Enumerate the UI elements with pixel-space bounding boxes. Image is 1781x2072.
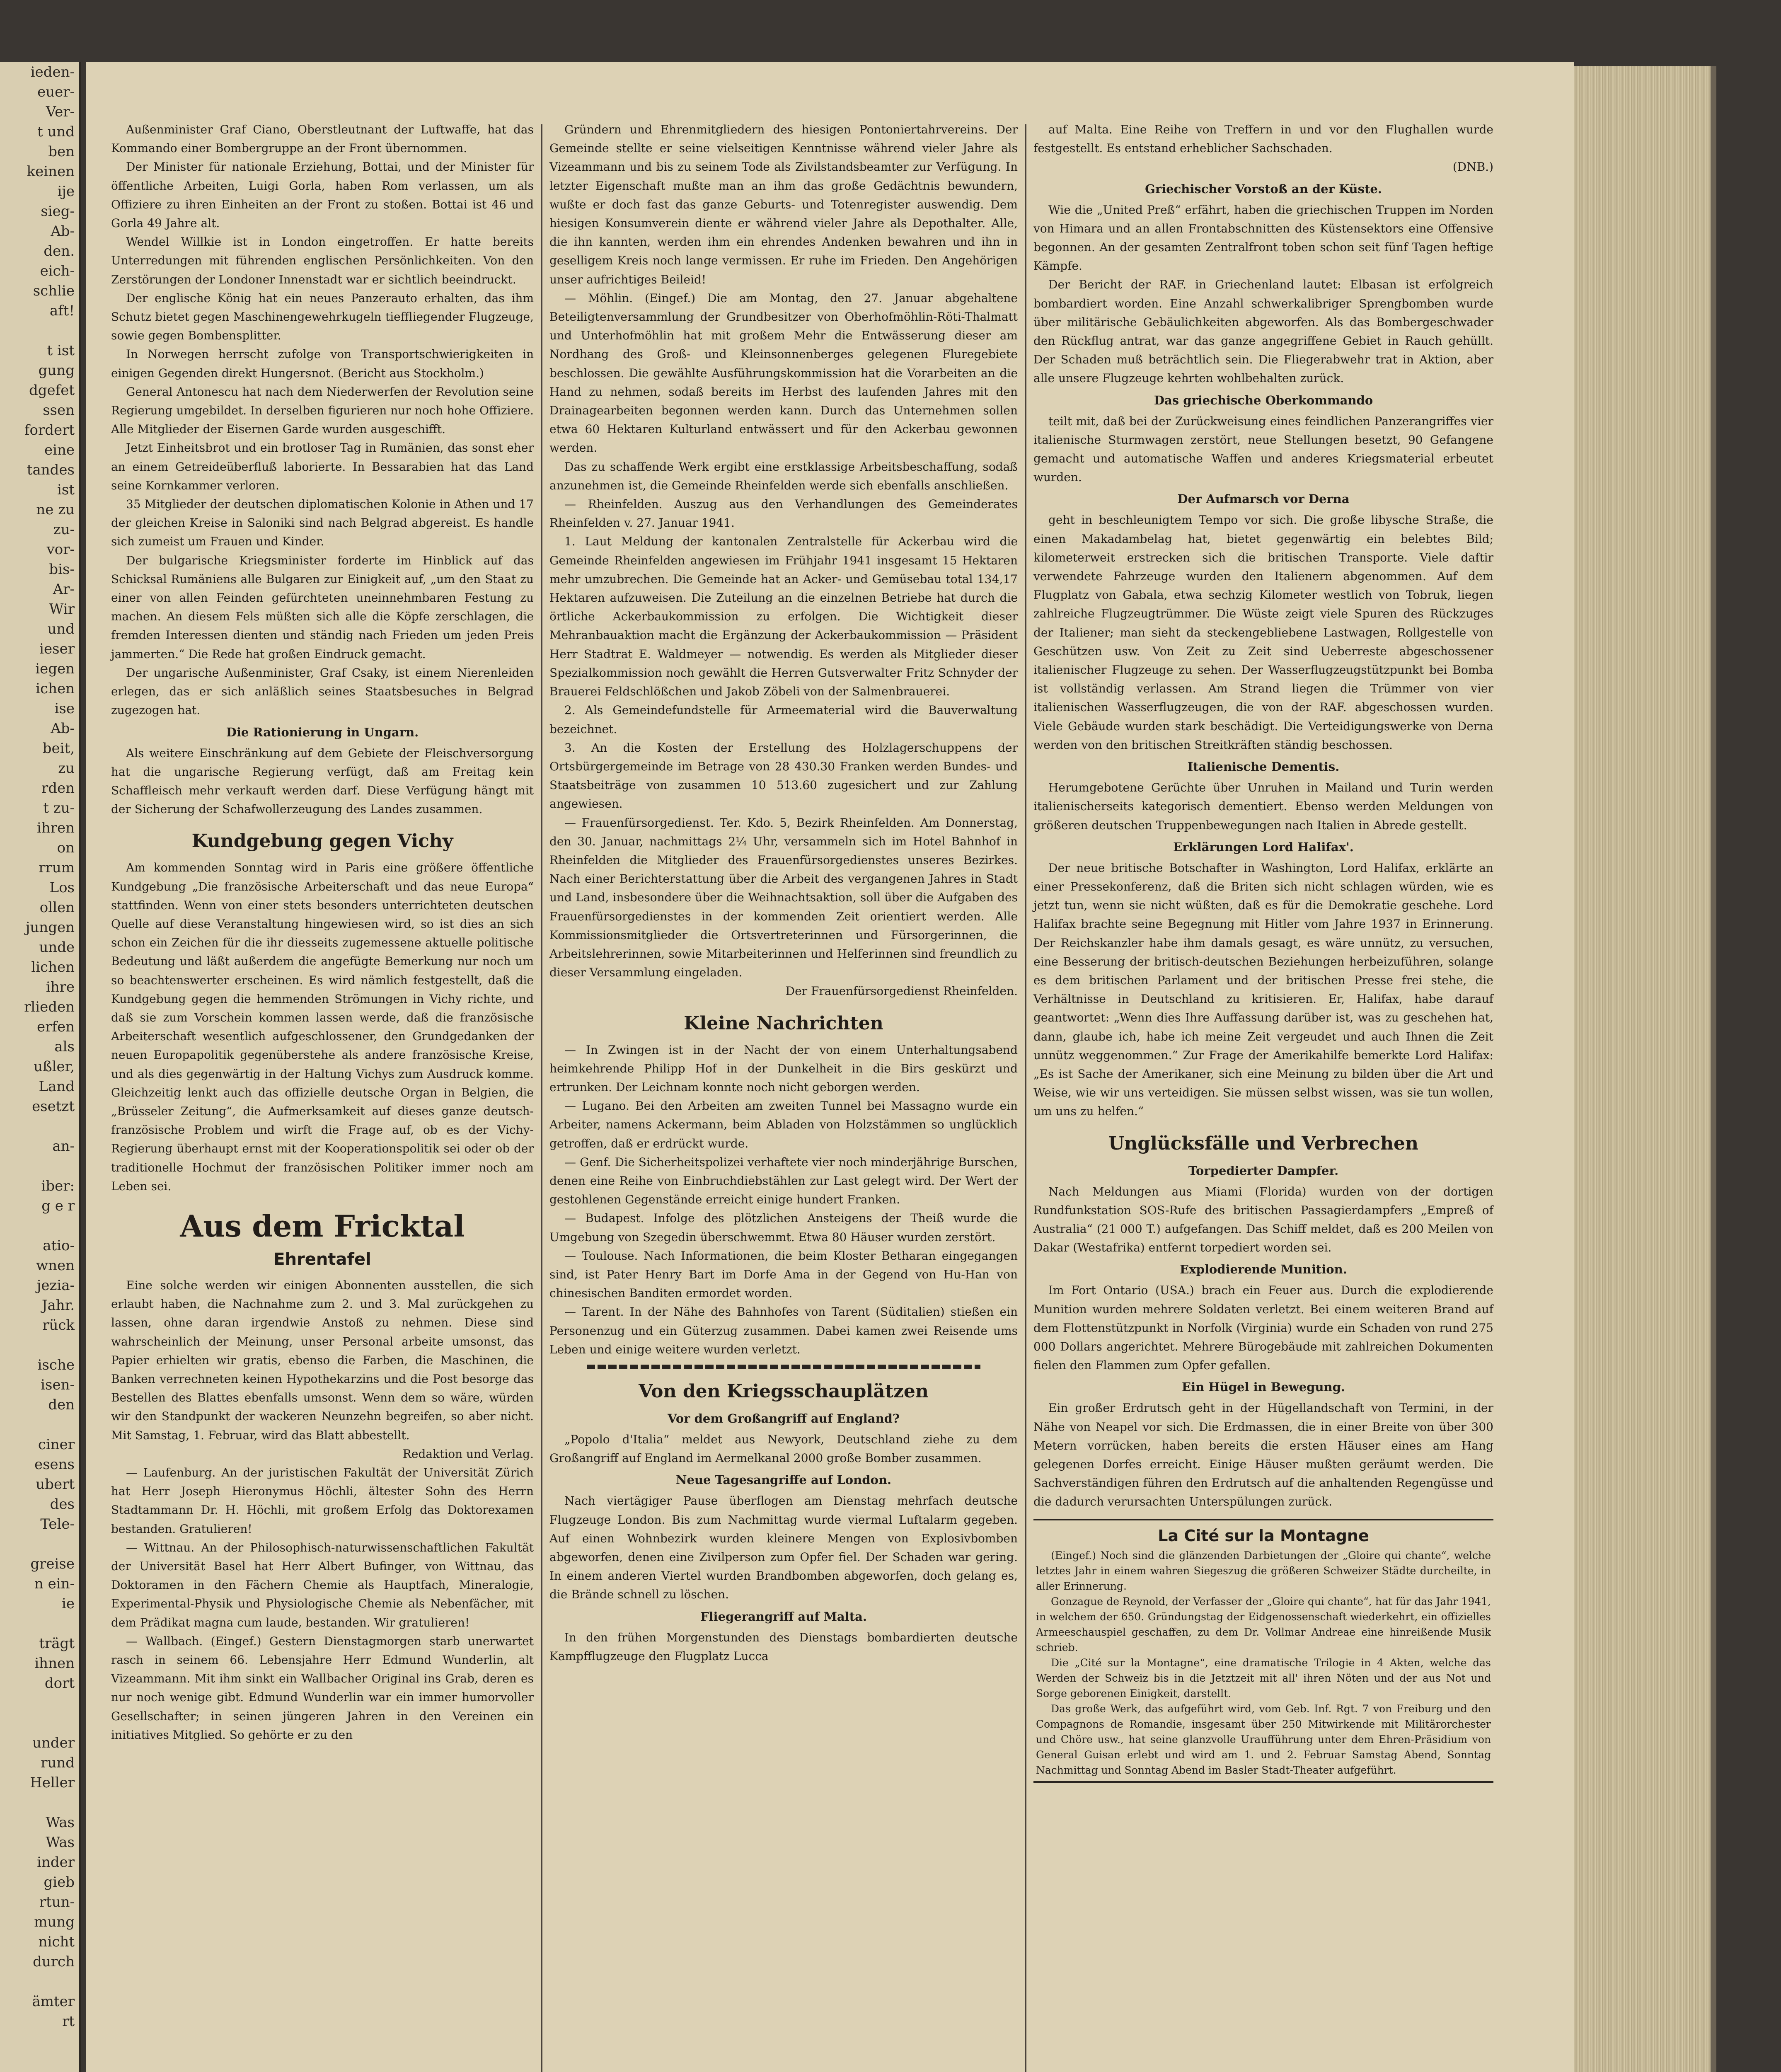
article-paragraph: — Wallbach. (Eingef.) Gestern Dienstagmorgen starb unerwartet rasch in seinem 66. Lebensjahre Herr Edmund Wunderlin, alt Vizeammann. Mit ihm sinkt ein Wallbacher Original ins Grab, deren es nur noch wenige gibt. Edmund Wunderlin war ein immer humorvoller Gesellschafter; in seinen jüngeren Jahren in den Vereinen ein initiatives Mitglied. So gehörte er zu den xyxy=(111,1634,534,1742)
article-paragraph: — Möhlin. (Eingef.) Die am Montag, den 27. Januar abgehaltene Beteiligtenversammlung der Grundbesitzer von Oberhofmöhlin-Röti-Thalmatt und Unterhofmöhlin hat mit großem Mehr die Entwässerung dieser am Nordhang des Groß- und Kleinsonnenberges gelegenen Fluregebiete beschlossen. Die gewählte Ausführungskommission hat die Vorarbeiten an die Hand zu nehmen, sodaß bereits im Herbst des laufenden Jahres mit den Drainagearbeiten begonnen werden kann. Durch das Unternehmen sollen etwa 60 Hektaren Kulturland entwässert und für den Ackerbau gewonnen werden. xyxy=(549,291,1018,455)
previous-page-edge xyxy=(0,62,81,2072)
previous-page-fragment: Jahr. xyxy=(41,1297,75,1314)
article-paragraph: Der neue britische Botschafter in Washington, Lord Halifax, erklärte an einer Pressekonferenz, daß die Briten sich nicht schlagen würden, wie es jetzt tun, wenn sie nicht wüßten, daß es für die Demokratie geschehe. Lord Halifax brachte seine Begegnung mit Hitler vom Jahre 1937 in Erinnerung. Der Reichskanzler habe ihm damals gesagt, es wäre unnütz, zu versuchen, eine Besserung der britisch-deutschen Beziehungen herbeizuführen, solange es dem britischen Parlament und der britischen Presse frei stehe, die Verhältnisse in Deutschland zu kritisieren. Er, Halifax, habe darauf geantwortet: „Wenn dies Ihre Auffassung darüber ist, was zu geschehen hat, dann, glaube ich, habe ich meine Zeit vergeudet und auch Ihnen die Zeit unnütz weggenommen.“ Zur Frage der Amerikahilfe bemerkte Lord Halifax: „Es ist Sache der Amerikaner, sich eine Meinung zu bilden über die Art und Weise, wie wir uns verteidigen. Sie müssen selbst wissen, was sie tun wollen, um uns zu helfen.“ xyxy=(1033,861,1493,1118)
previous-page-fragment: tandes xyxy=(27,462,75,478)
article-paragraph: Außenminister Graf Ciano, Oberstleutnant der Luftwaffe, hat das Kommando einer Bombergruppe an der Front übernommen. xyxy=(111,123,534,155)
article-paragraph: Nach Meldungen aus Miami (Florida) wurden von der dortigen Rundfunkstation SOS-Rufe des britischen Passagierdampfers „Empreß of Australia“ (21 000 T.) aufgefangen. Das Schiff meldet, daß es 200 Meilen von Dakar (Westafrika) entfernt torpediert worden sei. xyxy=(1033,1184,1493,1255)
previous-page-fragment: fordert xyxy=(24,422,75,438)
previous-page-fragment xyxy=(0,1116,79,1136)
article-paragraph: Als weitere Einschränkung auf dem Gebiete der Fleischversorgung hat die ungarische Regierung verfügt, daß am Freitag kein Schaffleisch mehr verkauft werden darf. Diese Verfügung hängt mit der Sicherung der Schafwollerzeugung des Landes zusammen. xyxy=(111,746,534,816)
previous-page-fragment xyxy=(0,1415,79,1435)
article-paragraph: — In Zwingen ist in der Nacht der von einem Unterhaltungsabend heimkehrende Philipp Hof in der Dunkelheit in die Birs geskürzt und ertrunken. Der Leichnam konnte noch nicht geborgen werden. xyxy=(549,1043,1018,1094)
previous-page-fragment: ie xyxy=(62,1595,75,1612)
previous-page-fragment: Was xyxy=(46,1834,75,1851)
article-headline: Ehrentafel xyxy=(273,1249,371,1269)
previous-page-fragment: sieg- xyxy=(41,203,75,220)
previous-page-fragment: ise xyxy=(54,700,75,717)
previous-page-fragment: iegen xyxy=(35,661,75,677)
article-paragraph: — Wittnau. An der Philosophisch-naturwissenschaftlichen Fakultät der Universität Basel hat Herr Albert Bufinger, von Wittnau, das Doktoramen in den Fächern Chemie als Hauptfach, Mineralogie, Experimental-Physik und Physiologische Chemie als Nebenfächer, mit dem Prädikat magna cum laude, bestanden. Wir gratulieren! xyxy=(111,1540,534,1629)
section-headline: Aus dem Fricktal xyxy=(180,1208,465,1244)
section-headline: Von den Kriegsschauplätzen xyxy=(639,1381,929,1402)
previous-page-fragment: ije xyxy=(57,183,75,200)
previous-page-fragment: lichen xyxy=(31,959,75,975)
article-paragraph: — Laufenburg. An der juristischen Fakultät der Universität Zürich hat Herr Joseph Hieronymus Höchli, ältester Sohn des Herrn Stadtammann Dr. H. Höchli, mit großem Erfolg das Doktorexamen bestanden. Gratulieren! xyxy=(111,1466,534,1536)
article-paragraph: „Popolo d'Italia“ meldet aus Newyork, Deutschland ziehe zu dem Großangriff auf England im Aermelkanal 2000 große Bomber zusammen. xyxy=(549,1433,1018,1465)
announcement-title: La Cité sur la Montagne xyxy=(1158,1526,1369,1545)
previous-page-fragment: rund xyxy=(41,1755,75,1771)
previous-page-fragment: rden xyxy=(41,780,75,796)
previous-page-fragment xyxy=(0,1156,79,1176)
previous-page-fragment: on xyxy=(57,840,75,856)
previous-page-fragment: ollen xyxy=(39,899,75,916)
newspaper-page xyxy=(86,62,1574,2072)
previous-page-fragment: ieden- xyxy=(30,64,75,80)
section-subheading: Vor dem Großangriff auf England? xyxy=(668,1411,900,1426)
previous-page-fragment: ieser xyxy=(39,641,75,657)
article-paragraph: Im Fort Ontario (USA.) brach ein Feuer aus. Durch die explodierende Munition wurden mehrere Soldaten verletzt. Bei einem weiteren Brand auf dem Flottenstützpunkt in Norfolk (Virginia) wurde ein Schaden von rund 275 000 Dollars angerichtet. Mehrere Bürogebäude mit zahlreichen Dokumenten fielen den Flammen zum Opfer gefallen. xyxy=(1033,1283,1493,1372)
previous-page-fragment: ne zu xyxy=(36,501,75,518)
section-subheading: Das griechische Oberkommando xyxy=(1154,393,1373,407)
article-paragraph: geht in beschleunigtem Tempo vor sich. Die große libysche Straße, die einen Makadambelag hat, bietet gegenwärtig ein belebtes Bild; kilometerweit erstrecken sich die britischen Transporte. Viele daftir verwendete Fahrzeuge wurden den Italienern abgenommen. Auf dem Flugplatz von Gabala, etwa sechzig Kilometer westlich von Tobruk, liegen zahlreiche Flugzeugtrümmer. Die Wüste zeigt viele Spuren des Rückzuges der Italiener; man sieht da steckengebliebene Lastwagen, Rollgestelle von Geschützen usw. Von Zeit zu Zeit sind Ueberreste abgeschossener italienischer Flugzeuge zu sehen. Der Wasserflugzeugstützpunkt bei Bomba ist vollständig verlassen. Am Strand liegen die Trümmer von vier italienischen Wasserflugzeugen, die von der RAF. abgeschossen wurden. Viele Gebäude wurden stark beschädigt. Die Verteidigungswerke von Derna werden von den britischen Streitkräften ständig beschossen. xyxy=(1033,513,1493,752)
previous-page-fragment: als xyxy=(54,1038,75,1055)
previous-page-fragment xyxy=(0,2051,79,2071)
previous-page-fragment: ben xyxy=(48,143,75,160)
previous-page-fragment: mung xyxy=(34,1914,75,1930)
previous-page-fragment: aft! xyxy=(49,303,75,319)
article-paragraph: — Toulouse. Nach Informationen, die beim Kloster Betharan eingegangen sind, ist Pater Henry Bart im Dorfe Ama in der Gegend von Hu-Han von chinesischen Banditen ermordet worden. xyxy=(549,1249,1018,1300)
previous-page-fragment xyxy=(0,1713,79,1733)
column-1 xyxy=(111,120,534,1744)
section-subheading: Ein Hügel in Bewegung. xyxy=(1181,1380,1345,1394)
previous-page-fragment: t und xyxy=(37,123,75,140)
previous-page-fragment: ist xyxy=(57,482,75,498)
previous-page-fragment: Heller xyxy=(30,1774,75,1791)
article-paragraph: Gründern und Ehrenmitgliedern des hiesigen Pontoniertahrvereins. Der Gemeinde stellte er seine vielseitigen Kenntnisse während vieler Jahre als Vizeammann und bis zu seinem Tode als Zivilstandsbeamter zur Verfügung. In letzter Eigenschaft mußte man an ihm das große Gedächtnis bewundern, wußte er doch fast das ganze Geburts- und Totenregister auswendig. Dem hiesigen Konsumverein diente er während vieler Jahre als Depothalter. Alle, die ihn kannten, werden ihm ein ehrendes Andenken bewahren und ihn in geselligem Kreis noch lange vermissen. Er ruhe im Frieden. Den Angehörigen unser aufrichtiges Beileid! xyxy=(549,123,1018,286)
section-subheading: Neue Tagesangriffe auf London. xyxy=(675,1473,892,1487)
section-subheading: Der Aufmarsch vor Derna xyxy=(1177,492,1350,506)
announcement-paragraph: Gonzague de Reynold, der Verfasser der „Gloire qui chante“, hat für das Jahr 1941, in welchem der 650. Gründungstag der Eidgenossenschaft wiederkehrt, ein offizielles Armeeschauspiel geschaffen, zu dem Dr. Vollmar Andreae eine hinreißende Musik schrieb. xyxy=(1036,1595,1491,1653)
article-headline: Kundgebung gegen Vichy xyxy=(191,830,453,852)
article-paragraph: — Budapest. Infolge des plötzlichen Ansteigens der Theiß wurde die Umgebung von Szegedin überschwemmt. Etwa 80 Häuser wurden zerstört. xyxy=(549,1211,1018,1244)
previous-page-fragment: Tele- xyxy=(40,1516,75,1532)
article-paragraph: Das zu schaffende Werk ergibt eine erstklassige Arbeitsbeschaffung, sodaß anzunehmen ist, die Gemeinde Rheinfelden werde sich ebenfalls anschließen. xyxy=(549,460,1018,492)
section-subheading: Die Rationierung in Ungarn. xyxy=(226,725,419,739)
previous-page-fragment: zu- xyxy=(53,521,75,538)
section-subheading: Torpedierter Dampfer. xyxy=(1188,1163,1339,1178)
article-paragraph: — Frauenfürsorgedienst. Ter. Kdo. 5, Bezirk Rheinfelden. Am Donnerstag, den 30. Januar, nachmittags 2¼ Uhr, versammeln sich im Hotel Bahnhof in Rheinfelden die Mitglieder des Frauenfürsorgedienstes unseres Bezirkes. Nach einer Berichterstattung über die Arbeit des vergangenen Jahres in Stadt und Land, insbesondere über die Weihnachtsaktion, soll über die Aufgaben des Frauenfürsorgedienstes in der kommenden Zeit orientiert werden. Alle Kommissionsmitglieder die Ortsvertreterinnen und Fürsorgerinnen, die Arbeitslehrerinnen, sowie Mitarbeiterinnen und Helferinnen sind freundlich zu dieser Versammlung eingeladen. xyxy=(549,816,1018,980)
previous-page-fragment: unde xyxy=(39,939,75,956)
previous-page-fragment: rrum xyxy=(39,859,75,876)
previous-page-fragment: rlieden xyxy=(24,999,75,1015)
article-paragraph: Nach viertägiger Pause überflogen am Dienstag mehrfach deutsche Flugzeuge London. Bis zum Nachmittag wurde viermal Luftalarm gegeben. Auf einen Wohnbezirk wurden kleinere Mengen von Explosivbomben abgeworfen, denen eine Zivilperson zum Opfer fiel. Der Schaden war gering. In einem anderen Viertel wurden Brandbomben abgeworfen, doch gelang es, die Brände schnell zu löschen. xyxy=(549,1494,1018,1602)
article-paragraph: In Norwegen herrscht zufolge von Transportschwierigkeiten in einigen Gegenden direkt Hungersnot. (Bericht aus Stockholm.) xyxy=(111,347,534,380)
article-paragraph: — Genf. Die Sicherheitspolizei verhaftete vier noch minderjährige Burschen, denen eine Reihe von Einbruchdiebstählen zur Last gelegt wird. Der Wert der gestohlenen Gegenstände erreicht einige hundert Franken. xyxy=(549,1155,1018,1207)
previous-page-fragment: vor- xyxy=(46,541,75,558)
previous-page-fragment: ssen xyxy=(43,402,75,419)
previous-page-fragment xyxy=(0,321,79,341)
article-paragraph: 2. Als Gemeindefundstelle für Armeematerial wird die Bauverwaltung bezeichnet. xyxy=(549,703,1018,736)
previous-page-fragment: bis- xyxy=(49,561,75,578)
article-paragraph: auf Malta. Eine Reihe von Treffern in und vor den Flughallen wurde festgestellt. Es entstand erheblicher Sachschaden. xyxy=(1033,123,1493,155)
previous-page-fragment: an- xyxy=(52,1138,75,1155)
book-page-edges xyxy=(1574,66,1716,2072)
article-paragraph: Herumgebotene Gerüchte über Unruhen in Mailand und Turin werden italienischerseits kategorisch dementiert. Ebenso werden Meldungen von größeren deutschen Truppenbewegungen nach Italien in Abrede gestellt. xyxy=(1033,781,1493,832)
announcement-paragraph: Das große Werk, das aufgeführt wird, vom Geb. Inf. Rgt. 7 von Freiburg und den Compagnons de Romandie, insgesamt über 250 Mitwirkende mit Militärorchester und Chöre usw., hat seine glanzvolle Uraufführung unter dem Ehren-Präsidium von General Guisan erlebt und wird am 1. und 2. Februar Samstag Abend, Sonntag Nachmittag und Sonntag Abend im Basler Stadt-Theater aufgeführt. xyxy=(1036,1702,1491,1776)
previous-page-fragment xyxy=(0,1534,79,1554)
previous-page-fragment: ische xyxy=(37,1357,75,1373)
previous-page-fragment: euer- xyxy=(37,84,75,100)
previous-page-fragment: ihre xyxy=(46,979,75,995)
previous-page-fragment: rtun- xyxy=(39,1894,75,1910)
article-paragraph: General Antonescu hat nach dem Niederwerfen der Revolution seine Regierung umgebildet. In derselben figurieren nur noch hohe Offiziere. Alle Mitglieder der Eisernen Garde wurden ausgeschifft. xyxy=(111,385,534,436)
previous-page-fragment: nicht xyxy=(38,1934,75,1950)
previous-page-fragment: t zu- xyxy=(43,800,75,816)
previous-page-fragment: ihnen xyxy=(34,1655,75,1672)
article-paragraph: — Lugano. Bei den Arbeiten am zweiten Tunnel bei Massagno wurde ein Arbeiter, namens Ackermann, beim Abladen von Holzstämmen so unglücklich getroffen, daß er erdrückt wurde. xyxy=(549,1099,1018,1150)
previous-page-fragment xyxy=(0,1972,79,1992)
previous-page-fragment: trägt xyxy=(39,1635,75,1652)
previous-page-fragment: beit, xyxy=(42,740,75,757)
article-paragraph: Jetzt Einheitsbrot und ein brotloser Tag in Rumänien, das sonst eher an einem Getreideüberfluß laborierte. In Bessarabien hat das Land seine Kornkammer verloren. xyxy=(111,441,534,492)
previous-page-fragment: iber: xyxy=(41,1178,75,1194)
previous-page-fragment: den. xyxy=(44,243,75,259)
previous-page-fragment: Wir xyxy=(49,601,75,617)
article-paragraph: Der Bericht der RAF. in Griechenland lautet: Elbasan ist erfolgreich bombardiert worden. Eine Anzahl schwerkalibriger Sprengbomben wurde über militärische Gebäulichkeiten abgeworfen. Als das Bombergeschwader den Rückflug antrat, war das ganze angegriffene Gebiet in Rauch gehüllt. Der Schaden muß beträchtlich sein. Die Fliegerabwehr trat in Aktion, aber alle unsere Flugzeuge kehrten wohlbehalten zurück. xyxy=(1033,278,1493,385)
column-rule xyxy=(541,124,542,2072)
previous-page-fragment xyxy=(0,1693,79,1713)
previous-page-fragment: eich- xyxy=(40,263,75,279)
previous-page-fragment: ciner xyxy=(38,1436,75,1453)
article-paragraph: Eine solche werden wir einigen Abonnenten ausstellen, die sich erlaubt haben, die Nachnahme zum 2. und 3. Mal zurückgehen zu lassen, ohne daran irgendwie Anstoß zu nehmen. Diese sind wahrscheinlich der Meinung, unser Personal arbeite umsonst, das Papier erhielten wir gratis, ebenso die Farben, die Maschinen, die Banken verrechneten keinen Hypothekarzins und die Post besorge das Bestellen des Blattes ebenfalls umsonst. Wenn dem so wäre, würden wir den Standpunkt der wackeren Neunzehn begreifen, so aber nicht. Mit Samstag, 1. Februar, wird das Blatt abbestellt. xyxy=(111,1278,534,1442)
previous-page-fragment: ußler, xyxy=(34,1058,75,1075)
previous-page-fragment: zu xyxy=(58,760,75,777)
article-paragraph: Wie die „United Preß“ erfährt, haben die griechischen Truppen im Norden von Himara und an allen Frontabschnitten des Küstensektors eine Offensive begonnen. An der gesamten Zentralfront toben schon seit fünf Tagen heftige Kämpfe. xyxy=(1033,203,1493,273)
article-paragraph: Der Minister für nationale Erziehung, Bottai, und der Minister für öffentliche Arbeiten, Luigi Gorla, haben Rom verlassen, um als Offiziere zu ihren Einheiten an der Front zu stoßen. Bottai ist 46 und Gorla 49 Jahre alt. xyxy=(111,160,534,230)
article-signature: Redaktion und Verlag. xyxy=(402,1447,534,1461)
previous-page-fragment: Ver- xyxy=(46,104,75,120)
previous-page-fragment: schlie xyxy=(33,283,75,299)
previous-page-fragment: dgefet xyxy=(29,382,75,399)
previous-page-fragment: eine xyxy=(44,442,75,458)
previous-page-fragment: erfen xyxy=(37,1019,75,1035)
article-paragraph: Am kommenden Sonntag wird in Paris eine größere öffentliche Kundgebung „Die französische Arbeiterschaft und das neue Europa“ stattfinden. Wenn von einer stets besonders unterrichteten deutschen Quelle auf diese Veranstaltung hingewiesen wird, so ist dies an sich schon ein Zeichen für die ihr diesseits zugemessene aktuelle politische Bedeutung und läßt außerdem die angefügte Bemerkung nur noch um so beachtenswerter erscheinen. Es wird nämlich festgestellt, daß die Kundgebung gegen die hemmenden Strömungen in Vichy richte, und daß sie zum Vorschein kommen lassen werde, daß die französische Arbeiterschaft wesentlich aufgeschlossener, den Grundgedanken der neuen Europapolitik gegenüberstehe als andere französische Kreise, und als dies gegenwärtig in der Haltung Vichys zum Ausdruck komme. Gleichzeitig lenkt auch das offizielle deutsche Organ in Belgien, die „Brüsseler Zeitung“, die Aufmerksamkeit auf dieses ganze deutsch-französische Problem und wirft die Frage auf, ob es der Vichy-Regierung überhaupt ernst mit der Kooperationspolitik sei oder ob der traditionelle Hochmut der französischen Politiker immer noch am Leben sei. xyxy=(111,861,534,1193)
previous-page-fragment: den xyxy=(48,1397,75,1413)
previous-page-fragment: Los xyxy=(49,879,75,896)
column-2 xyxy=(549,120,1018,1665)
previous-page-fragment: keinen xyxy=(27,163,75,180)
article-paragraph: Wendel Willkie ist in London eingetroffen. Er hatte bereits Unterredungen mit führenden englischen Persönlichkeiten. Von den Zerstörungen der Londoner Innenstadt war er sichtlich beeindruckt. xyxy=(111,235,534,286)
article-paragraph: Ein großer Erdrutsch geht in der Hügellandschaft von Termini, in der Nähe von Neapel vor sich. Die Erdmassen, die in einer Breite von über 300 Metern vorrücken, haben bereits die ersten Häuser eines am Hang gelegenen Dorfes erreicht. Einige Häuser mußten geräumt werden. Die Sachverständigen führen den Erdrutsch auf die anhaltenden Regengüsse und die dadurch verursachten Unterspülungen zurück. xyxy=(1033,1401,1493,1509)
article-paragraph: Der bulgarische Kriegsminister forderte im Hinblick auf das Schicksal Rumäniens alle Bulgaren zur Einigkeit auf, „um den Staat zu einer von allen Feinden gefürchteten uneinnehmbaren Festung zu machen. An diesem Fels müßten sich alle die Köpfe zerschlagen, die fremden Interessen dienten und ständig nach Frieden um jeden Preis jammerten.“ Die Rede hat großen Eindruck gemacht. xyxy=(111,553,534,661)
previous-page-fragment: jungen xyxy=(25,919,75,936)
previous-page-fragment: rt xyxy=(62,2013,75,2030)
section-headline: Kleine Nachrichten xyxy=(684,1012,883,1034)
article-paragraph: 3. An die Kosten der Erstellung des Holzlagerschuppens der Ortsbürgergemeinde im Betrage von 28 430.30 Franken werden Bundes- und Staatsbeiträge von zusammen 10 513.60 zugesichert und zur Zahlung angewiesen. xyxy=(549,741,1018,811)
previous-page-fragment: Was xyxy=(46,1814,75,1831)
column-rule xyxy=(1025,124,1026,2072)
section-subheading: Explodierende Munition. xyxy=(1180,1262,1347,1277)
previous-page-fragment: des xyxy=(50,1496,75,1513)
previous-page-fragment: Ar- xyxy=(53,581,75,598)
section-subheading: Griechischer Vorstoß an der Küste. xyxy=(1145,182,1382,196)
previous-page-fragment: greise xyxy=(30,1556,75,1572)
previous-page-fragment: Land xyxy=(39,1078,75,1095)
column-3 xyxy=(1033,120,1493,1783)
previous-page-fragment: inder xyxy=(37,1854,75,1871)
article-paragraph: Der ungarische Außenminister, Graf Csaky, ist einem Nierenleiden erlegen, das er sich anläßlich seines Staatsbesuches in Belgrad zugezogen hat. xyxy=(111,666,534,717)
section-subheading: Erklärungen Lord Halifax'. xyxy=(1173,840,1354,854)
previous-page-fragment: atio- xyxy=(43,1237,75,1254)
announcement-box xyxy=(1033,1519,1493,1783)
previous-page-fragment: gung xyxy=(38,362,75,379)
previous-page-fragment: esens xyxy=(34,1456,75,1473)
previous-page-fragment: wnen xyxy=(36,1257,75,1274)
article-signature: (DNB.) xyxy=(1452,160,1493,174)
previous-page-fragment: jezia- xyxy=(36,1277,75,1294)
previous-page-fragment xyxy=(0,2031,79,2051)
section-subheading: Fliegerangriff auf Malta. xyxy=(700,1609,867,1624)
previous-page-fragment: ubert xyxy=(36,1476,75,1493)
section-headline: Unglücksfälle und Verbrechen xyxy=(1108,1133,1419,1154)
article-paragraph: In den frühen Morgenstunden des Dienstags bombardierten deutsche Kampfflugzeuge den Flugplatz Lucca xyxy=(549,1630,1018,1663)
previous-page-fragment: gieb xyxy=(44,1874,75,1890)
section-divider xyxy=(587,1365,980,1369)
previous-page-fragment: isen- xyxy=(41,1377,75,1393)
previous-page-fragment: durch xyxy=(33,1953,75,1970)
article-paragraph: — Rheinfelden. Auszug aus den Verhandlungen des Gemeinderates Rheinfelden v. 27. Januar 1941. xyxy=(549,497,1018,530)
previous-page-fragment: Ab- xyxy=(51,720,75,737)
previous-page-fragment: rück xyxy=(42,1317,75,1334)
previous-page-fragment xyxy=(0,1335,79,1355)
previous-page-fragment: under xyxy=(32,1735,75,1751)
announcement-paragraph: Die „Cité sur la Montagne“, eine dramatische Trilogie in 4 Akten, welche das Werden der Schweiz bis in die Jetztzeit mit all' ihren Nöten und der aus Not und Sorge geborenen Einigkeit, darstellt. xyxy=(1036,1656,1491,1699)
previous-page-fragment xyxy=(0,1793,79,1813)
article-paragraph: Der englische König hat ein neues Panzerauto erhalten, das ihm Schutz bietet gegen Maschinengewehrkugeln tieffliegender Flugzeuge, sowie gegen Bombensplitter. xyxy=(111,291,534,343)
previous-page-fragment: ichen xyxy=(36,680,75,697)
article-paragraph: teilt mit, daß bei der Zurückweisung eines feindlichen Panzerangriffes vier italienische Sturmwagen zerstört, neue Stellungen besetzt, 90 Gefangene gemacht und automatische Waffen und anderes Kriegsmaterial erbeutet wurden. xyxy=(1033,414,1493,484)
previous-page-fragment: t ist xyxy=(47,342,75,359)
previous-page-fragment: und xyxy=(47,621,75,637)
article-paragraph: — Tarent. In der Nähe des Bahnhofes von Tarent (Süditalien) stießen ein Personenzug und ein Güterzug zusammen. Dabei kamen zwei Reisende ums Leben und einige weitere wurden verletzt. xyxy=(549,1305,1018,1356)
article-signature: Der Frauenfürsorgedienst Rheinfelden. xyxy=(785,984,1018,998)
article-paragraph: 1. Laut Meldung der kantonalen Zentralstelle für Ackerbau wird die Gemeinde Rheinfelden angewiesen im Frühjahr 1941 insgesamt 15 Hektaren mehr umzubrechen. Die Gemeinde hat an Acker- und Gemüsebau total 134,17 Hektaren aufzuweisen. Die Zuteilung an die einzelnen Betriebe hat durch die örtliche Ackerbaukommission zu erfolgen. Die Wichtigkeit dieser Mehranbauaktion macht die Ergänzung der Ackerbaukommission — Präsident Herr Stadtrat E. Waldmeyer — notwendig. Es werden als Mitglieder dieser Spezialkommission noch gewählt die Herren Gutsverwalter Fritz Schnyder der Brauerei Feldschlößchen und Jakob Zöbeli von der Salmenbrauerei. xyxy=(549,535,1018,699)
article-paragraph: 35 Mitglieder der deutschen diplomatischen Kolonie in Athen und 17 der gleichen Kreise in Saloniki sind nach Belgrad abgereist. Es handle sich zumeist um Frauen und Kinder. xyxy=(111,497,534,549)
previous-page-fragment: g e r xyxy=(41,1198,75,1214)
previous-page-fragment: ihren xyxy=(36,820,75,836)
announcement-paragraph: (Eingef.) Noch sind die glänzenden Darbietungen der „Gloire qui chante“, welche letztes Jahr in einem wahren Siegeszug die größeren Schweizer Städte durcheilte, in aller Erinnerung. xyxy=(1036,1549,1491,1592)
previous-page-fragment: ämter xyxy=(32,1993,75,2010)
previous-page-fragment xyxy=(0,1614,79,1634)
section-subheading: Italienische Dementis. xyxy=(1187,760,1340,774)
previous-page-fragment: esetzt xyxy=(32,1098,75,1115)
previous-page-fragment xyxy=(0,1216,79,1236)
previous-page-fragment: n ein- xyxy=(34,1576,75,1592)
previous-page-fragment: dort xyxy=(44,1675,75,1692)
previous-page-fragment: Ab- xyxy=(51,223,75,240)
